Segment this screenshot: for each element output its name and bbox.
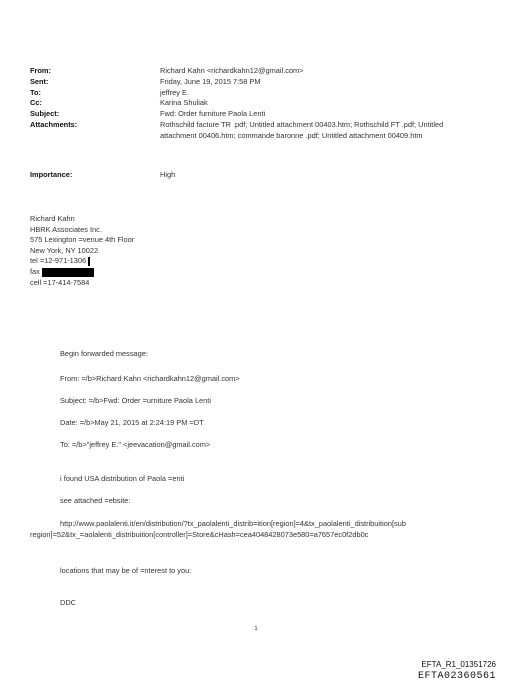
header-row-importance (30, 170, 470, 181)
signature-tel (30, 256, 134, 267)
importance-label: Importance: (30, 170, 73, 179)
header-label: Subject: (30, 109, 60, 119)
header-value: jeffrey E. (160, 87, 190, 97)
header-row-to (30, 88, 470, 99)
header-label: From: (30, 66, 51, 75)
page-number: 1 (254, 625, 258, 632)
header-label: Sent: (30, 76, 49, 86)
header-label: To: (30, 87, 41, 97)
forward-closing: DDC (60, 598, 77, 607)
url-line-1[interactable]: http://www.paolalenti.it/en/distribution/?tx_paolalenti_distrib=ition[region]=4&tx_paolalenti_distribuition[sub (60, 519, 406, 528)
header-value: Fwd: Order furniture Paola Lenti (160, 109, 266, 119)
signature-name: Richard Kahn (30, 214, 75, 223)
header-value: Friday, June 19, 2015 7:58 PM (160, 76, 261, 86)
redaction-bar (88, 257, 90, 266)
bates-number-2: EFTA02360561 (417, 671, 496, 682)
forward-subject: Subject: =/b>Fwd: Order =urniture Paola Lenti (60, 396, 211, 405)
header-row-sent (30, 77, 470, 88)
header-row-attachments (30, 120, 470, 142)
header-row-cc (30, 98, 470, 109)
distribution-link[interactable] (30, 518, 486, 541)
forward-to: To: =/b>"jeffrey E." <jeevacation@gmail.com> (60, 440, 211, 449)
signature-cell: cell =17-414-7584 (30, 277, 90, 287)
forward-intro: Begin forwarded message: (60, 349, 148, 358)
header-row-from (30, 66, 470, 77)
redaction-bar (42, 268, 94, 277)
email-header (30, 66, 470, 142)
importance-value: High (160, 170, 176, 179)
bates-number-1: EFTA_R1_01351726 (421, 660, 496, 669)
signature-fax (30, 267, 134, 278)
forward-date: Date: =/b>May 21, 2015 at 2:24:19 PM =DT (60, 418, 204, 427)
header-label: Attachments: (30, 119, 78, 129)
signature-company: HBRK Associates Inc. (30, 224, 102, 234)
fax-label: fax (30, 266, 40, 276)
forward-from: From: =/b>Richard Kahn <richardkahn12@gmail.com> (60, 374, 240, 383)
url-line-2[interactable]: region]=52&tx_=aolalenti_distribuition[controller]=Store&cHash=cea4048428073e580=a7657ec0f2db0c (30, 530, 369, 540)
forward-body-line-1: i found USA distribution of Paola =enti (60, 474, 185, 483)
tel-text: tel =12-971-1306 (30, 256, 87, 266)
header-value: Karina Shuliak (160, 98, 208, 108)
header-value: Richard Kahn <richardkahn12@gmail.com> (160, 66, 304, 75)
signature-address-2: New York, NY 10022 (30, 245, 99, 255)
forward-body-line-3: locations that may be of =nterest to you: (60, 566, 192, 575)
header-value: Rothschild facture TR .pdf; Untitled attachment 00403.htm; Rothschild FT .pdf; Untitled attachment 00406.htm; commande baronne .pdf; Untitled attachment 00409.htm (160, 119, 444, 140)
header-label: Cc: (30, 98, 42, 108)
signature-block (30, 214, 134, 288)
header-row-subject (30, 109, 470, 120)
forward-body-line-2: see attached =ebsite: (60, 496, 131, 505)
signature-address-1: 575 Lexington =venue 4th Floor (30, 235, 135, 245)
